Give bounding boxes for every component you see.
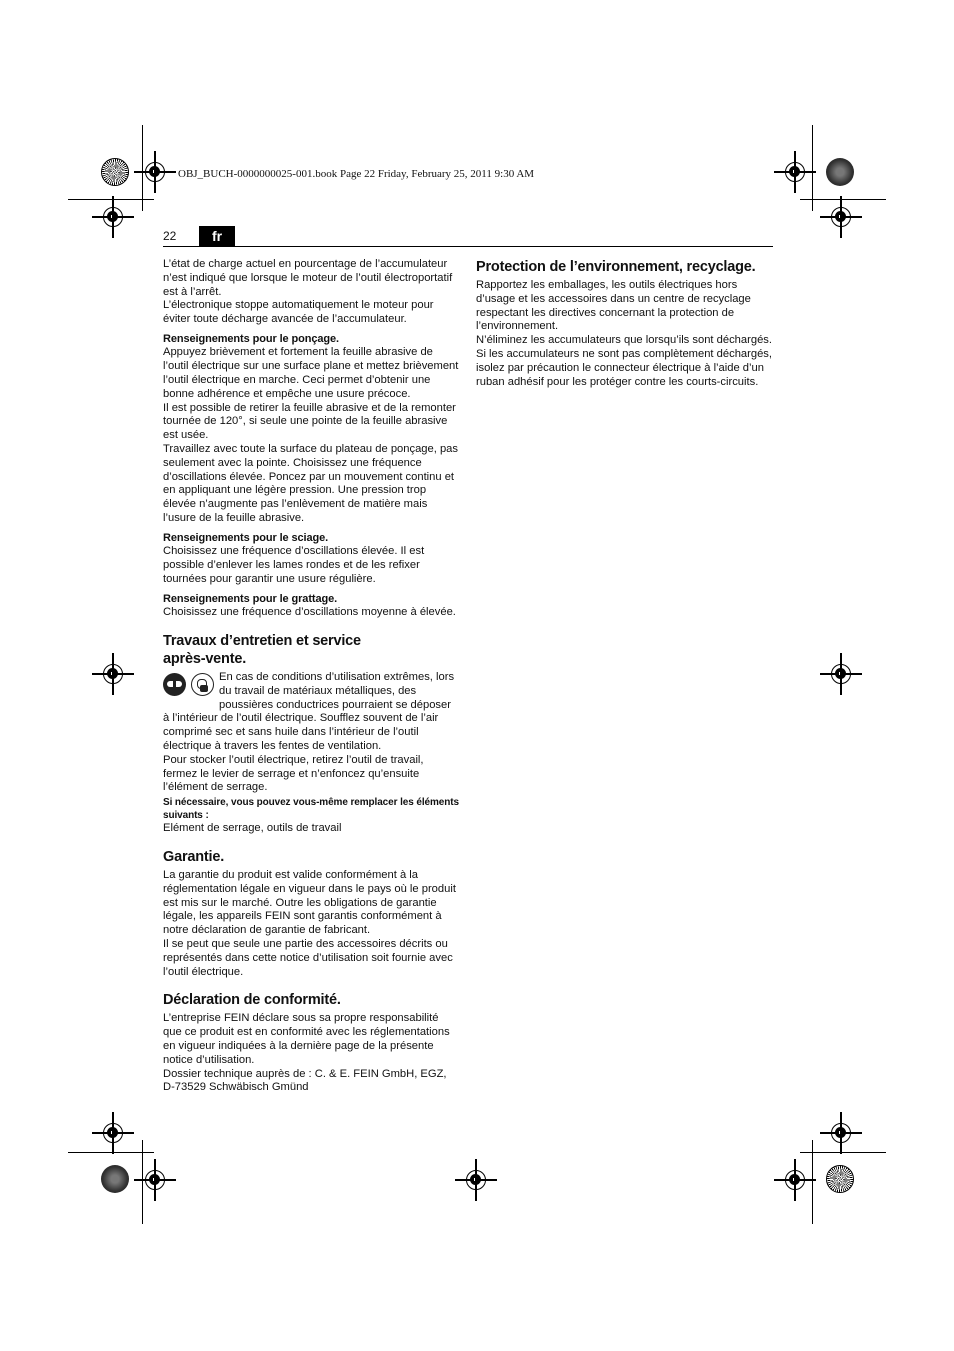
paragraph: En cas de conditions d’utilisation extrêmes, lors du travail de matériaux métalliques, des poussières conductrices pourraient se déposer à l’intérieur de l’outil électrique. Soufflez souvent de l’air comprimé sec et sans huile dans l’intérieur de l’outil électrique à travers les fentes de ventilation.: [163, 671, 455, 753]
text-line: Dossier technique auprès de : C. & E. FEIN GmbH, EGZ,: [163, 1067, 447, 1080]
color-star-target-icon: [826, 1165, 854, 1193]
safety-goggles-icon: [163, 673, 186, 696]
crop-line: [800, 199, 886, 200]
paragraph: N’éliminez les accumulateurs que lorsqu’ils sont déchargés.: [476, 334, 772, 347]
paragraph: L’entreprise FEIN déclare sous sa propre responsabilité que ce produit est en conformité avec les réglementations en vigueur indiquées à la dernière page de la présente notice d’utilisation.: [163, 1012, 450, 1066]
color-star-target-icon: [101, 158, 129, 186]
paragraph: Travaillez avec toute la surface du plateau de ponçage, pas seulement avec la pointe. Choisissez une fréquence d’oscillations élevée. Poncez par un mouvement continu et en appliquant une légère pression. Une pression trop élevée n’augmente pas l’enlèvement de matière mais l’usure de la feuille abrasive.: [163, 443, 458, 525]
subheading-poncage: Renseignements pour le ponçage.: [163, 332, 339, 345]
section-heading-environnement: Protection de l’environnement, recyclage.: [476, 259, 756, 275]
right-column: [476, 258, 772, 389]
section-heading-entretien: [163, 632, 459, 668]
text-line: D-73529 Schwäbisch Gmünd: [163, 1081, 309, 1094]
safety-icons: [163, 673, 217, 699]
subheading-grattage: Renseignements pour le grattage.: [163, 592, 338, 605]
registration-mark-icon: [103, 664, 123, 684]
color-star-target-icon: [826, 158, 854, 186]
registration-mark-icon: [831, 1123, 851, 1143]
registration-mark-icon: [785, 162, 805, 182]
registration-mark-icon: [103, 207, 123, 227]
paragraph: La garantie du produit est valide conformément à la réglementation légale en vigueur dans le pays où le produit est mis sur le marché. Outre les obligations de garantie légale, les appareils FEIN sont garantis conformément à notre déclaration de garantie de fabricant.: [163, 869, 456, 937]
paragraph: [163, 1068, 459, 1096]
paragraph: Rapportez les emballages, les outils électriques hors d’usage et les accessoires dans un centre de recyclage respectant les directives concernant la protection de l’environnement.: [476, 279, 751, 333]
paragraph: Il se peut que seule une partie des accessoires décrits ou représentés dans cette notice d’utilisation soit fournie avec l’outil électrique.: [163, 937, 453, 978]
dust-mask-icon: [191, 673, 214, 696]
paragraph: Appuyez brièvement et fortement la feuille abrasive de l’outil électrique sur une surface plane et mettez brièvement l’outil électrique en marche. Ceci permet d’obtenir une bonne adhérence et empêche une usure précoce.: [163, 346, 459, 400]
registration-mark-icon: [145, 162, 165, 182]
left-column: [163, 258, 459, 1095]
subheading-sciage: Renseignements pour le sciage.: [163, 531, 329, 544]
header-rule: [163, 246, 773, 247]
paragraph: Pour stocker l’outil électrique, retirez l’outil de travail, fermez le levier de serrage et n’enfoncez qu’ensuite l’élément de serrage.: [163, 753, 424, 794]
registration-mark-icon: [466, 1170, 486, 1190]
bold-note: Si nécessaire, vous pouvez vous-même remplacer les éléments suivants :: [163, 797, 459, 821]
registration-mark-icon: [831, 207, 851, 227]
paragraph: Il est possible de retirer la feuille abrasive et de la remonter tournée de 120°, si seule une pointe de la feuille abrasive est usée.: [163, 401, 456, 442]
crop-line: [68, 199, 154, 200]
heading-line: après-vente.: [163, 651, 247, 668]
paragraph: Choisissez une fréquence d’oscillations moyenne à élevée.: [163, 606, 456, 619]
paragraph: Elément de serrage, outils de travail: [163, 822, 342, 835]
paragraph: Si les accumulateurs ne sont pas complètement déchargés, isolez par précaution le connecteur électrique à l’aide d’un ruban adhésif pour les protéger contre les courts-circuits.: [476, 347, 773, 388]
paragraph: L’état de charge actuel en pourcentage de l’accumulateur n’est indiqué que lorsque le moteur de l’outil électroportatif est à l’arrêt.: [163, 258, 453, 298]
registration-mark-icon: [103, 1123, 123, 1143]
paragraph: Choisissez une fréquence d’oscillations élevée. Il est possible d’enlever les lames rondes et de les refixer tournées pour garantir une usure régulière.: [163, 545, 425, 585]
page-number: 22: [163, 229, 177, 243]
language-tag: fr: [199, 226, 235, 246]
section-heading-conformite: Déclaration de conformité.: [163, 992, 341, 1009]
crop-line: [800, 1152, 886, 1153]
heading-line: Travaux d’entretien et service: [163, 633, 361, 650]
section-heading-garantie: Garantie.: [163, 849, 225, 865]
registration-mark-icon: [831, 664, 851, 684]
print-slug-line: OBJ_BUCH-0000000025-001.book Page 22 Friday, February 25, 2011 9:30 AM: [178, 168, 535, 180]
registration-mark-icon: [145, 1170, 165, 1190]
paragraph: L’électronique stoppe automatiquement le moteur pour éviter toute décharge avancée de l’accumulateur.: [163, 299, 434, 326]
crop-line: [68, 1152, 154, 1153]
registration-mark-icon: [785, 1170, 805, 1190]
color-star-target-icon: [101, 1165, 129, 1193]
